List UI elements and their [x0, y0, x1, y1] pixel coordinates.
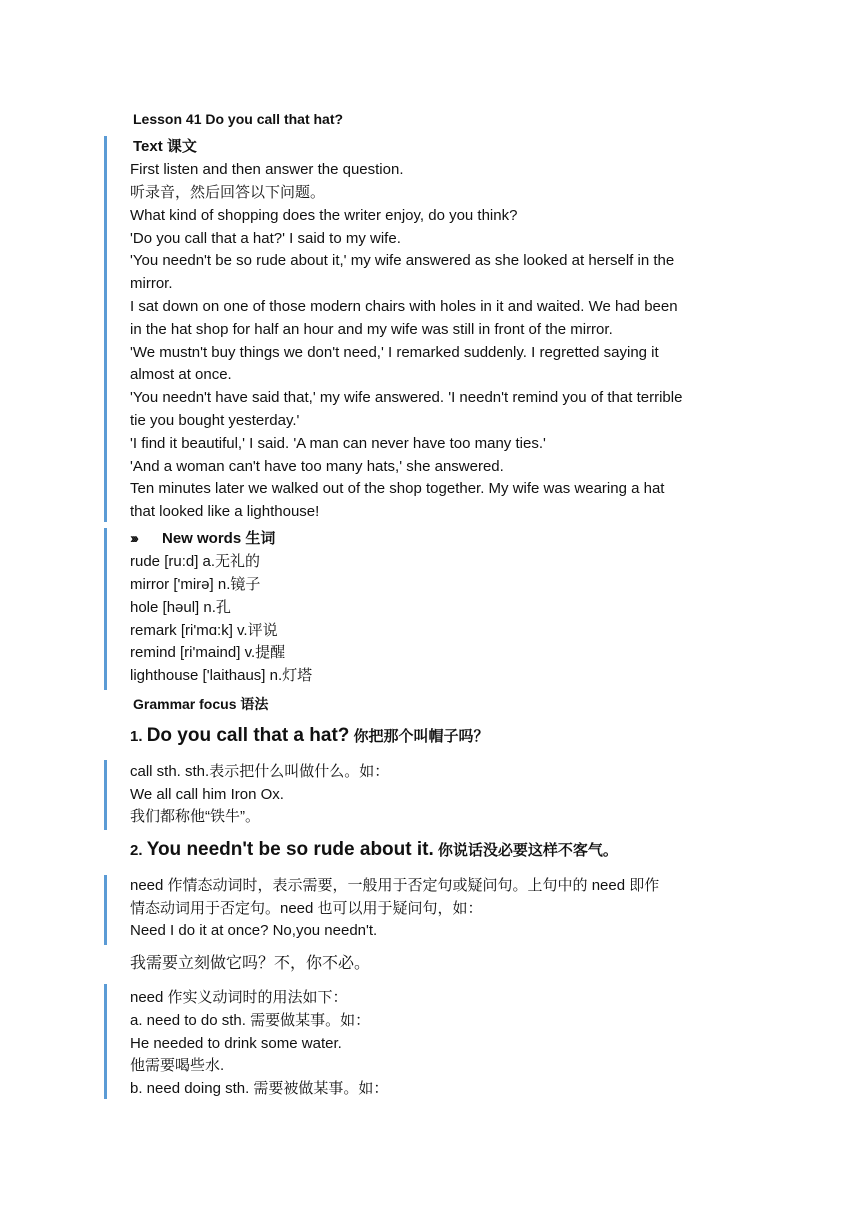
revision-bar — [104, 528, 107, 690]
grammar-number: 2. — [130, 842, 147, 859]
vocab-item: hole [həul] n.孔 — [130, 599, 231, 616]
text-line: that looked like a lighthouse! — [130, 503, 320, 520]
text-line: Ten minutes later we walked out of the shop together. My wife was wearing a hat — [130, 480, 665, 497]
grammar-line: We all call him Iron Ox. — [130, 786, 284, 803]
grammar-point-1-heading — [130, 725, 489, 749]
text-line: 'We mustn't buy things we don't need,' I remarked suddenly. I regretted saying it — [130, 344, 659, 361]
text-line: tie you bought yesterday.' — [130, 412, 300, 429]
text-line: What kind of shopping does the writer enjoy, do you think? — [130, 207, 518, 224]
grammar-line: Need I do it at once? No,you needn't. — [130, 922, 378, 939]
revision-bar — [104, 984, 107, 1099]
revision-bar — [104, 760, 107, 830]
grammar-point-2-heading — [130, 839, 618, 863]
grammar-line: b. need doing sth. 需要被做某事。如： — [130, 1080, 389, 1097]
text-line: I sat down on one of those modern chairs with holes in it and waited. We had been — [130, 298, 678, 315]
grammar-line: 他需要喝些水. — [130, 1057, 225, 1074]
grammar-line: a. need to do sth. 需要做某事。如： — [130, 1012, 371, 1029]
section-heading-new-words — [130, 528, 275, 551]
revision-bar — [104, 875, 107, 945]
text-line: First listen and then answer the question. — [130, 161, 404, 178]
grammar-translation: 你把那个叫帽子吗？ — [349, 728, 489, 745]
grammar-line: need 作实义动词时的用法如下： — [130, 989, 348, 1006]
text-line: 'You needn't have said that,' my wife answered. 'I needn't remind you of that terrible — [130, 389, 683, 406]
double-chevron-icon: ››› — [130, 530, 136, 547]
text-line: in the hat shop for half an hour and my wife was still in front of the mirror. — [130, 321, 613, 338]
text-line: 'I find it beautiful,' I said. 'A man can never have too many ties.' — [130, 435, 546, 452]
grammar-sentence: You needn't be so rude about it. — [146, 839, 434, 860]
section-heading-grammar: Grammar focus 语法 — [133, 696, 269, 712]
text-line: mirror. — [130, 275, 173, 292]
new-words-heading: New words 生词 — [162, 530, 276, 547]
text-line: almost at once. — [130, 366, 232, 383]
section-heading-text: Text 课文 — [133, 138, 197, 155]
vocab-item: rude [ru:d] a.无礼的 — [130, 553, 261, 570]
vocab-item: lighthouse ['laithaus] n.灯塔 — [130, 667, 313, 684]
grammar-line: He needed to drink some water. — [130, 1035, 342, 1052]
grammar-sentence: Do you call that a hat? — [146, 725, 350, 746]
text-line: 听录音，然后回答以下问题。 — [130, 184, 326, 201]
grammar-line: need 作情态动词时，表示需要，一般用于否定句或疑问句。上句中的 need 即作 — [130, 877, 660, 894]
vocab-item: remind [ri'maind] v.提醒 — [130, 644, 286, 661]
grammar-line: call sth. sth.表示把什么叫做什么。如： — [130, 763, 390, 780]
vocab-item: mirror ['mirə] n.镜子 — [130, 576, 261, 593]
vocab-item: remark [ri'mɑ:k] v.评说 — [130, 622, 278, 639]
grammar-example-translation: 我需要立刻做它吗？不，你不必。 — [130, 955, 371, 972]
text-line: 'Do you call that a hat?' I said to my wife. — [130, 230, 401, 247]
text-line: 'And a woman can't have too many hats,' she answered. — [130, 458, 504, 475]
grammar-translation: 你说话没必要这样不客气。 — [433, 842, 618, 859]
revision-bar — [104, 136, 107, 522]
text-line: 'You needn't be so rude about it,' my wife answered as she looked at herself in the — [130, 252, 675, 269]
grammar-line: 情态动词用于否定句。need 也可以用于疑问句，如： — [130, 900, 483, 917]
grammar-line: 我们都称他“铁牛”。 — [130, 808, 260, 825]
lesson-title: Lesson 41 Do you call that hat? — [133, 111, 344, 127]
grammar-number: 1. — [130, 728, 147, 745]
